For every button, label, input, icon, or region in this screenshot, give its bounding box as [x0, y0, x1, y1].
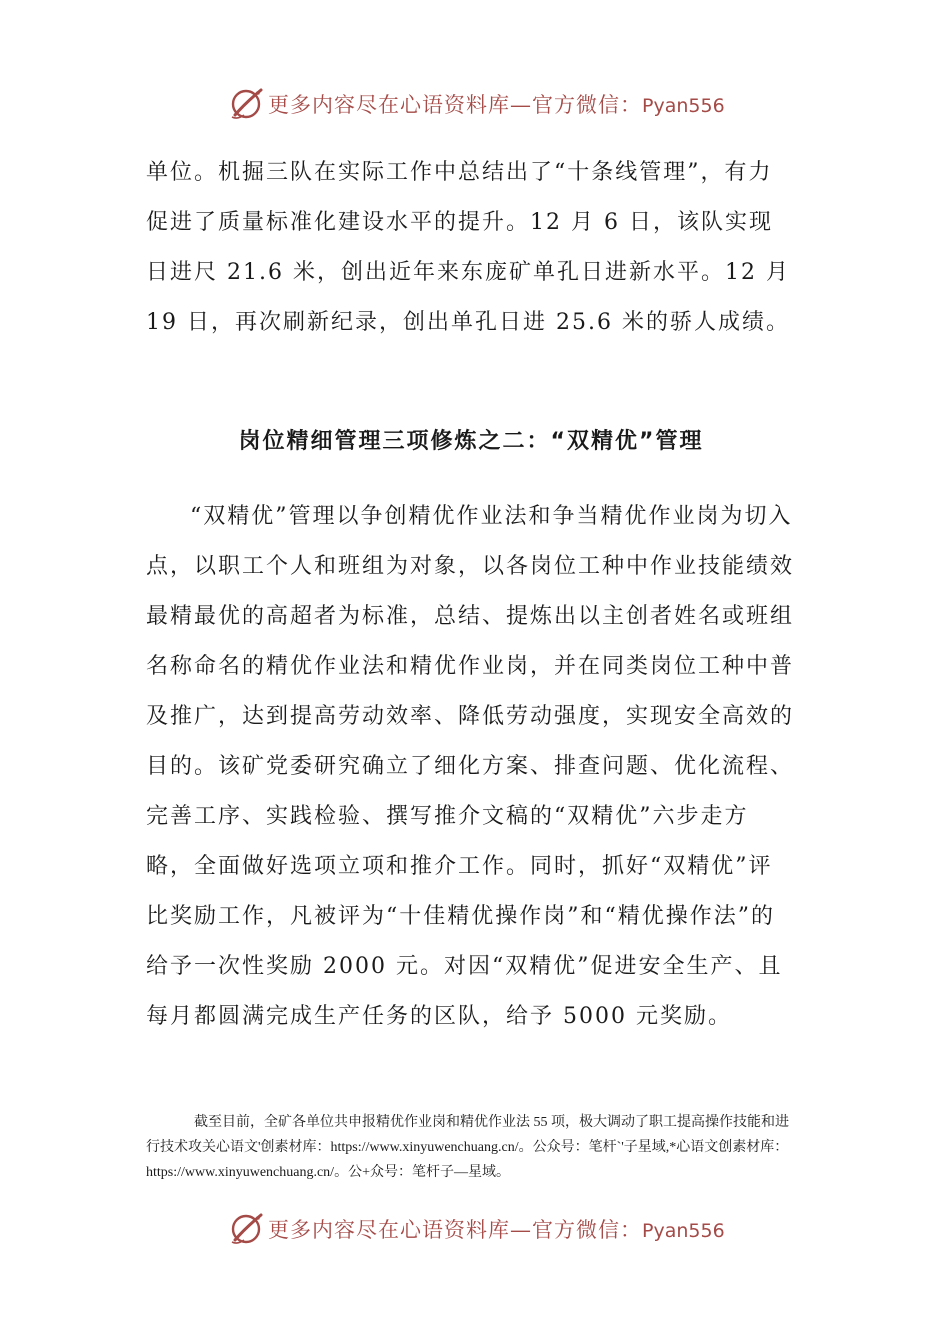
footer-banner	[226, 1207, 725, 1251]
small-note: 截至目前，全矿各单位共申报精优作业岗和精优作业法 55 项，极大调动了职工提高操作技能和进行技术攻关心语文'创素材库：https://www.xinyuwenchuang.cn/。公众号：笔杆`'子星域,*心语文创素材库：https://www.xinyuwenchuang.cn/。公+众号：笔杆子—星域。	[146, 1115, 789, 1180]
paragraph: “双精优”管理以争创精优作业法和争当精优作业岗为切入点，以职工个人和班组为对象，以各岗位工种中作业技能绩效最精最优的高超者为标准，总结、提炼出以主创者姓名或班组名称命名的精优作业法和精优作业岗，并在同类岗位工种中普及推广，达到提高劳动效率、降低劳动强度，实现安全高效的目的。该矿党委研究确立了细化方案、排查问题、优化流程、完善工序、实践检验、撰写推介文稿的“双精优”六步走方略，全面做好选项立项和推介工作。同时，抓好“双精优”评比奖励工作，凡被评为“十佳精优操作岗”和“精优操作法”的给予一次性奖励 2000 元。对因“双精优”促进安全生产、且每月都圆满完成生产任务的区队，给予 5000 元奖励。	[146, 504, 795, 1029]
header-banner-wechat-id: Pyan556	[642, 95, 725, 117]
section-heading: 岗位精细管理三项修炼之二：“双精优”管理	[238, 429, 704, 454]
header-banner	[226, 82, 725, 126]
pen-logo-icon	[226, 1209, 266, 1249]
body-text-main	[146, 492, 796, 1042]
footer-banner-wechat-id: Pyan556	[642, 1220, 725, 1242]
footer-banner-label: 更多内容尽在心语资料库—官方微信：Pyan556	[268, 1218, 725, 1242]
paragraph: 单位。机掘三队在实际工作中总结出了“十条线管理”，有力促进了质量标准化建设水平的提升。12 月 6 日，该队实现日进尺 21.6 米，创出近年来东庞矿单孔日进新水平。12 月 19 日，再次刷新纪录，创出单孔日进 25.6 米的骄人成绩。	[146, 160, 790, 335]
pen-logo-icon	[226, 84, 266, 124]
header-banner-label: 更多内容尽在心语资料库—官方微信：Pyan556	[268, 93, 725, 117]
body-text-top	[146, 148, 796, 348]
